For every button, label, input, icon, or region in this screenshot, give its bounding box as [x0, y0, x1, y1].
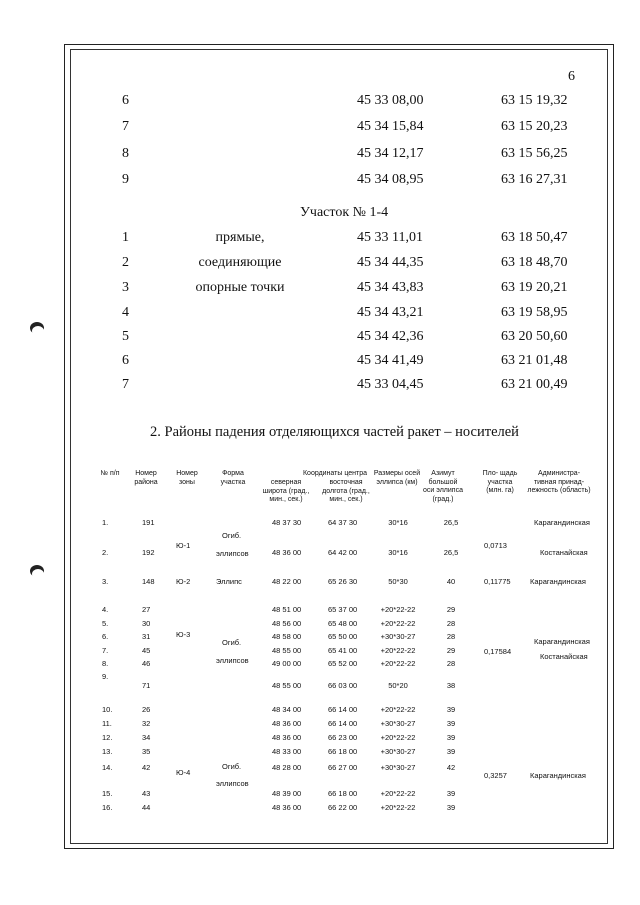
row-latitude: 48 34 00 — [272, 705, 302, 714]
row-longitude: 65 50 00 — [328, 632, 358, 641]
punch-hole-top — [30, 322, 44, 334]
form-3a: Огиб. — [222, 638, 242, 647]
row-latitude: 48 36 00 — [272, 733, 302, 742]
row-azimuth: 42 — [446, 763, 456, 772]
row-number: 11. — [102, 719, 112, 728]
page-number: 6 — [568, 69, 575, 84]
row-number: 2. — [102, 548, 109, 557]
zone-3: Ю-3 — [176, 630, 191, 639]
zone-2: Ю-2 — [176, 577, 191, 586]
row-area: 32 — [142, 719, 151, 728]
header-azimuth: Азимут большой оси эллипса (град.) — [423, 470, 463, 503]
row-number: 12. — [102, 733, 113, 742]
row-latitude: 48 51 00 — [272, 605, 302, 614]
point-latitude: 45 34 12,17 — [357, 146, 424, 161]
row-longitude: 65 48 00 — [328, 619, 358, 628]
row-number: 6. — [102, 632, 109, 641]
row-area: 46 — [142, 659, 151, 668]
row-area: 35 — [142, 747, 151, 756]
row-area: 31 — [142, 632, 151, 641]
point-longitude: 63 18 50,47 — [501, 230, 568, 245]
row-latitude: 48 36 00 — [272, 719, 302, 728]
zone-1: Ю-1 — [176, 541, 191, 550]
row-ellipse-size: 50*30 — [388, 577, 408, 586]
row-number: 8. — [102, 659, 109, 668]
row-ellipse-size: +30*30-27 — [380, 719, 416, 728]
row-area: 192 — [142, 548, 155, 557]
point-longitude: 63 15 56,25 — [501, 146, 568, 161]
row-number: 15. — [102, 789, 113, 798]
point-number: 7 — [122, 377, 129, 392]
row-ellipse-size: +30*30-27 — [380, 632, 416, 641]
row-longitude: 66 18 00 — [328, 747, 358, 756]
form-3b: эллипсов — [216, 656, 249, 665]
point-number: 9 — [122, 172, 129, 187]
header-square: Пло- щадь участка (млн. га) — [482, 470, 518, 494]
row-number: 1. — [102, 518, 109, 527]
point-longitude: 63 15 19,32 — [501, 93, 568, 108]
row-longitude: 65 52 00 — [328, 659, 358, 668]
row-ellipse-size: 30*16 — [388, 548, 408, 557]
point-longitude: 63 21 00,49 — [501, 377, 568, 392]
row-longitude: 66 22 00 — [328, 803, 358, 812]
row-area: 26 — [142, 705, 151, 714]
row-number: 13. — [102, 747, 113, 756]
header-form: Форма участка — [220, 470, 246, 486]
row-latitude: 48 22 00 — [272, 577, 302, 586]
row-azimuth: 39 — [446, 747, 456, 756]
row-azimuth: 39 — [446, 733, 456, 742]
row-longitude: 66 14 00 — [328, 719, 358, 728]
point-description: соединяющие — [198, 255, 282, 270]
row-latitude: 48 55 00 — [272, 681, 302, 690]
punch-hole-bottom — [30, 565, 44, 577]
header-size: Размеры осей эллипса (км) — [373, 470, 421, 486]
row-area: 148 — [142, 577, 155, 586]
row-latitude: 48 56 00 — [272, 619, 302, 628]
row-area: 43 — [142, 789, 151, 798]
point-number: 2 — [122, 255, 129, 270]
row-latitude: 48 58 00 — [272, 632, 302, 641]
square-3: 0,17584 — [484, 647, 512, 656]
row-ellipse-size: +20*22-22 — [380, 646, 416, 655]
point-description: прямые, — [215, 230, 265, 245]
point-latitude: 45 34 15,84 — [357, 119, 424, 134]
point-longitude: 63 16 27,31 — [501, 172, 568, 187]
row-azimuth: 39 — [446, 705, 456, 714]
point-longitude: 63 21 01,48 — [501, 353, 568, 368]
point-number: 1 — [122, 230, 129, 245]
square-1: 0,0713 — [484, 541, 507, 550]
heading-2: 2. Районы падения отделяющихся частей ракет – носителей — [150, 424, 519, 440]
row-latitude: 48 36 00 — [272, 548, 302, 557]
header-num: № п/п — [100, 470, 120, 477]
header-coords: Координаты центра — [302, 470, 368, 477]
row-azimuth: 28 — [446, 659, 456, 668]
row-area: 27 — [142, 605, 151, 614]
point-latitude: 45 33 08,00 — [357, 93, 424, 108]
row-ellipse-size: +20*22-22 — [380, 705, 416, 714]
row-ellipse-size: 30*16 — [388, 518, 408, 527]
row-azimuth: 26,5 — [443, 518, 459, 527]
point-longitude: 63 15 20,23 — [501, 119, 568, 134]
point-latitude: 45 33 11,01 — [357, 230, 423, 245]
header-region: Администра- тивная принад- лежность (область) — [527, 470, 591, 494]
point-longitude: 63 18 48,70 — [501, 255, 568, 270]
form-1a: Огиб. — [222, 531, 242, 540]
row-longitude: 66 27 00 — [328, 763, 358, 772]
square-2: 0,11775 — [484, 577, 511, 586]
point-number: 3 — [122, 280, 129, 295]
row-azimuth: 28 — [446, 632, 456, 641]
point-longitude: 63 20 50,60 — [501, 329, 568, 344]
row-ellipse-size: +20*22-22 — [380, 733, 416, 742]
row-area: 44 — [142, 803, 151, 812]
row-longitude: 66 03 00 — [328, 681, 358, 690]
row-ellipse-size: +20*22-22 — [380, 605, 416, 614]
point-number: 6 — [122, 93, 129, 108]
region-2: Костанайская — [540, 548, 588, 557]
row-latitude: 48 37 30 — [272, 518, 302, 527]
row-latitude: 49 00 00 — [272, 659, 302, 668]
row-azimuth: 28 — [446, 619, 456, 628]
row-azimuth: 38 — [446, 681, 456, 690]
row-azimuth: 39 — [446, 789, 456, 798]
form-2: Эллипс — [216, 577, 242, 586]
row-longitude: 65 26 30 — [328, 577, 358, 586]
row-number: 5. — [102, 619, 109, 628]
row-azimuth: 40 — [446, 577, 456, 586]
zone-4: Ю-4 — [176, 768, 191, 777]
point-latitude: 45 34 42,36 — [357, 329, 424, 344]
row-latitude: 48 36 00 — [272, 803, 302, 812]
point-latitude: 45 34 44,35 — [357, 255, 424, 270]
header-area: Номер района — [134, 470, 158, 486]
point-number: 4 — [122, 305, 129, 320]
row-number: 9. — [102, 672, 109, 681]
row-area: 45 — [142, 646, 151, 655]
row-ellipse-size: +20*22-22 — [380, 659, 416, 668]
row-azimuth: 29 — [446, 646, 456, 655]
region-6: Карагандинская — [530, 771, 586, 780]
row-longitude: 65 41 00 — [328, 646, 358, 655]
point-latitude: 45 34 41,49 — [357, 353, 424, 368]
row-latitude: 48 39 00 — [272, 789, 302, 798]
row-number: 10. — [102, 705, 113, 714]
header-lat: северная широта (град., мин., сек.) — [262, 479, 310, 503]
row-longitude: 66 14 00 — [328, 705, 358, 714]
row-area: 42 — [142, 763, 151, 772]
row-ellipse-size: +20*22-22 — [380, 619, 416, 628]
row-number: 7. — [102, 646, 109, 655]
row-azimuth: 29 — [446, 605, 456, 614]
row-ellipse-size: +30*30-27 — [380, 747, 416, 756]
row-azimuth: 39 — [446, 803, 456, 812]
point-latitude: 45 34 08,95 — [357, 172, 424, 187]
row-longitude: 65 37 00 — [328, 605, 358, 614]
section-title: Участок № 1-4 — [300, 205, 389, 220]
row-longitude: 64 37 30 — [328, 518, 358, 527]
row-number: 14. — [102, 763, 113, 772]
row-ellipse-size: +20*22-22 — [380, 789, 416, 798]
row-ellipse-size: 50*20 — [388, 681, 408, 690]
row-area: 30 — [142, 619, 151, 628]
row-longitude: 64 42 00 — [328, 548, 358, 557]
region-5: Костанайская — [540, 652, 588, 661]
row-number: 16. — [102, 803, 113, 812]
point-description: опорные точки — [195, 280, 285, 295]
row-number: 3. — [102, 577, 109, 586]
row-longitude: 66 18 00 — [328, 789, 358, 798]
point-latitude: 45 34 43,83 — [357, 280, 424, 295]
row-azimuth: 26,5 — [443, 548, 459, 557]
row-latitude: 48 33 00 — [272, 747, 302, 756]
point-longitude: 63 19 20,21 — [501, 280, 568, 295]
row-ellipse-size: +20*22-22 — [380, 803, 416, 812]
point-latitude: 45 33 04,45 — [357, 377, 424, 392]
header-lon: восточная долгота (град., мин., сек.) — [322, 479, 370, 503]
row-latitude: 48 28 00 — [272, 763, 302, 772]
header-zone: Номер зоны — [176, 470, 198, 486]
region-1: Карагандинская — [534, 518, 590, 527]
point-number: 7 — [122, 119, 129, 134]
form-4a: Огиб. — [222, 762, 242, 771]
row-area: 34 — [142, 733, 151, 742]
row-area: 71 — [142, 681, 151, 690]
row-ellipse-size: +30*30-27 — [380, 763, 416, 772]
point-latitude: 45 34 43,21 — [357, 305, 424, 320]
row-azimuth: 39 — [446, 719, 456, 728]
form-1b: эллипсов — [216, 549, 249, 558]
region-3: Карагандинская — [530, 577, 586, 586]
form-4b: эллипсов — [216, 779, 249, 788]
point-number: 5 — [122, 329, 129, 344]
region-4: Карагандинская — [534, 637, 590, 646]
point-number: 8 — [122, 146, 129, 161]
point-number: 6 — [122, 353, 129, 368]
point-longitude: 63 19 58,95 — [501, 305, 568, 320]
square-4: 0,3257 — [484, 771, 507, 780]
row-longitude: 66 23 00 — [328, 733, 358, 742]
row-latitude: 48 55 00 — [272, 646, 302, 655]
row-number: 4. — [102, 605, 109, 614]
row-area: 191 — [142, 518, 155, 527]
